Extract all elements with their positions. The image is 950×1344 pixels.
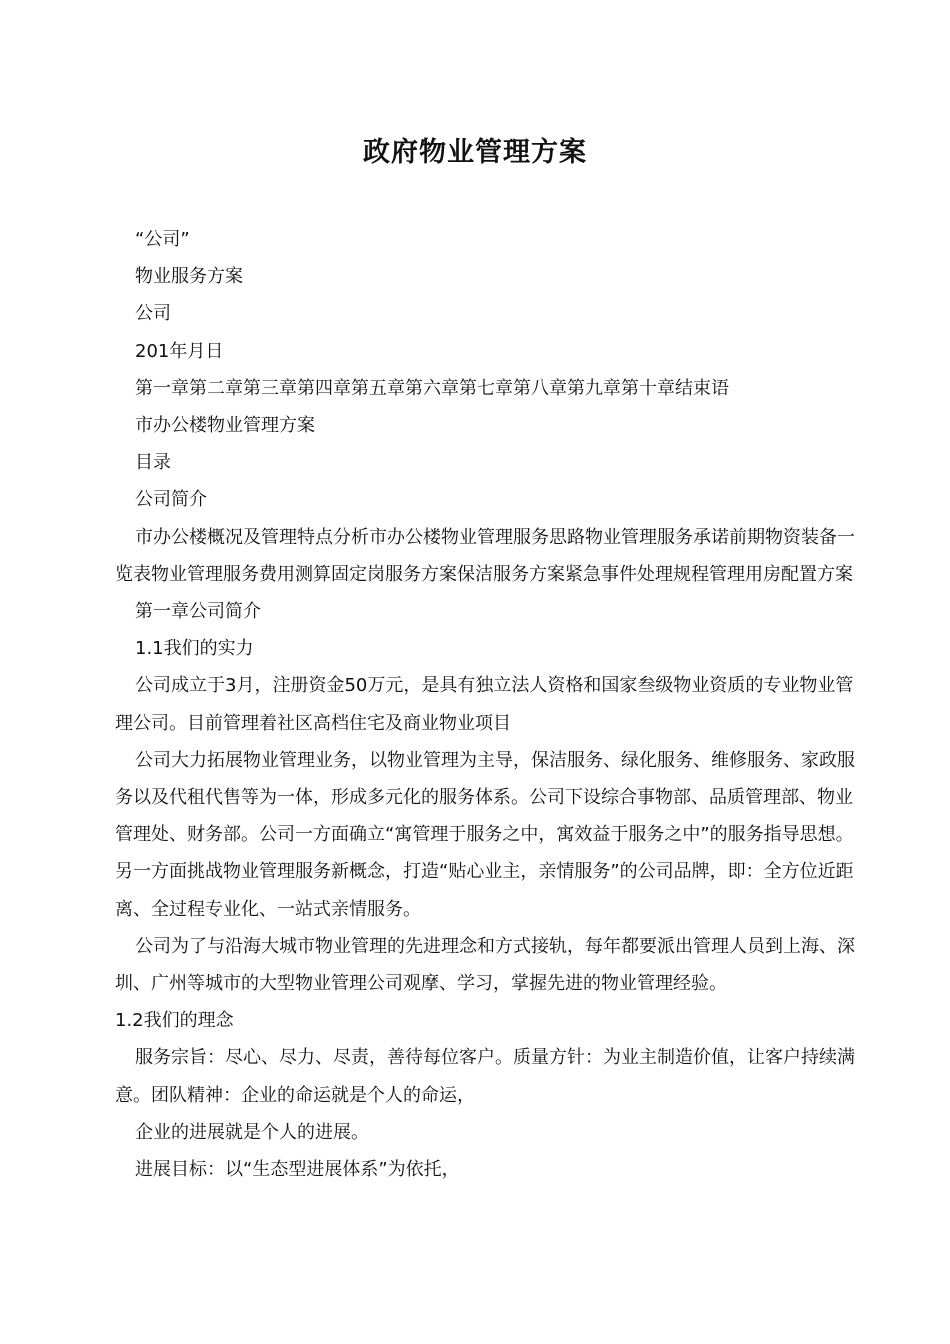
document-title: 政府物业管理方案 [363, 137, 587, 168]
paragraph-toc-heading: 目录 [135, 452, 171, 474]
paragraph-company-intro-heading: 公司简介 [135, 489, 207, 511]
paragraph-learning-exchange: 公司为了与沿海大城市物业管理的先进理念和方式接轨，每年都要派出管理人员到上海、深圳、广州等城市的大型物业管理公司观摩、学习，掌握先进的物业管理经验。 [115, 935, 855, 995]
paragraph-toc-items: 市办公楼概况及管理特点分析市办公楼物业管理服务思路物业管理服务承诺前期物资装备一览表物业管理服务费用测算固定岗服务方案保洁服务方案紧急事件处理规程管理用房配置方案 [115, 526, 855, 585]
paragraph-section-1-2-heading: 1.2我们的理念 [115, 1010, 234, 1032]
paragraph-chapter-list: 第一章第二章第三章第四章第五章第六章第七章第八章第九章第十章结束语 [135, 377, 729, 399]
paragraph-chapter-one-heading: 第一章公司简介 [135, 601, 261, 623]
paragraph-company-quote: “公司” [135, 229, 190, 250]
paragraph-service-principles: 服务宗旨：尽心、尽力、尽责，善待每位客户。质量方针：为业主制造价值，让客户持续满意。团队精神：企业的命运就是个人的命运， [115, 1047, 855, 1106]
paragraph-business-expansion: 公司大力拓展物业管理业务，以物业管理为主导，保洁服务、绿化服务、维修服务、家政服务以及代租代售等为一体，形成多元化的服务体系。公司下设综合事物部、品质管理部、物业管理处、财务部。公司一方面确立“寓管理于服务之中，寓效益于服务之中”的服务指导思想。另一方面挑战物业管理服务新概念，打造“贴心业主，亲情服务”的公司品牌，即：全方位近距离、全过程专业化、一站式亲情服务。 [115, 749, 855, 920]
paragraph-company: 公司 [135, 303, 171, 325]
paragraph-date: 201年月日 [135, 340, 224, 362]
paragraph-service-plan: 物业服务方案 [135, 266, 243, 288]
paragraph-plan-title: 市办公楼物业管理方案 [135, 415, 315, 437]
document-body [115, 221, 855, 1188]
paragraph-enterprise-progress: 企业的进展就是个人的进展。 [135, 1121, 369, 1143]
paragraph-progress-goal: 进展目标：以“生态型进展体系”为依托， [135, 1159, 460, 1181]
paragraph-company-founding: 公司成立于3月，注册资金50万元，是具有独立法人资格和国家叁级物业资质的专业物业管理公司。目前管理着社区高档住宅及商业物业项目 [115, 675, 854, 734]
paragraph-section-1-1-heading: 1.1我们的实力 [135, 638, 254, 660]
